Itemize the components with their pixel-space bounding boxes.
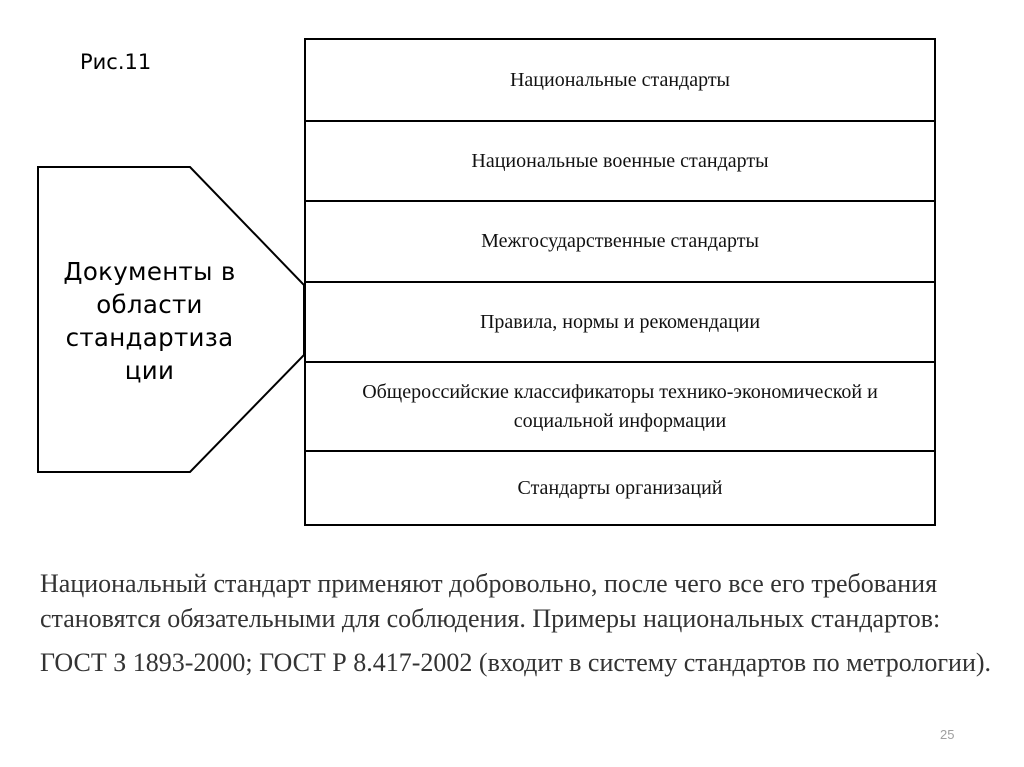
body-paragraph: Национальный стандарт применяют добровольно, после чего все его требования становятся обязательными для соблюдения. Примеры национальных стандартов: — [40, 569, 941, 633]
body-text — [40, 566, 1000, 680]
standards-row — [306, 283, 934, 363]
figure-label: Рис.11 — [80, 50, 152, 74]
standards-row-label: Общероссийские классификаторы технико-экономической и социальной информации — [362, 380, 878, 432]
standards-row — [306, 452, 934, 524]
body-paragraph: ГОСТ З 1893-2000; ГОСТ Р 8.417-2002 (входит в систему стандартов по метрологии). — [40, 648, 992, 677]
standards-row-label: Правила, нормы и рекомендации — [479, 310, 761, 333]
standards-row — [306, 363, 934, 452]
source-box-text: Документы в области стандартиза ции — [63, 257, 236, 385]
standards-row-label: Стандарты организаций — [517, 476, 723, 499]
standards-row-label: Межгосударственные стандарты — [481, 230, 759, 252]
standards-table — [304, 38, 936, 526]
page-number: 25 — [940, 727, 955, 742]
document-source-shape — [0, 0, 320, 480]
standards-row — [306, 202, 934, 283]
standards-row — [306, 122, 934, 202]
standards-row-label: Национальные стандарты — [509, 68, 730, 91]
standards-row-label: Национальные военные стандарты — [471, 149, 769, 172]
standards-row — [306, 40, 934, 122]
